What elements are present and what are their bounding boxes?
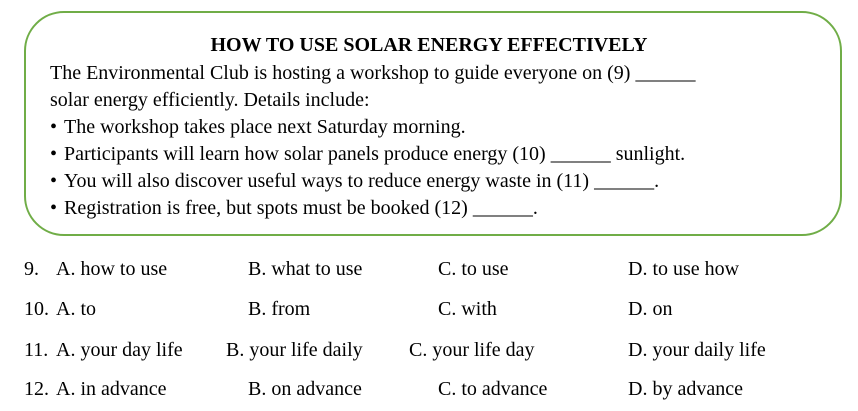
option-d[interactable]: D. by advance — [628, 378, 743, 400]
option-d[interactable]: D. to use how — [628, 258, 740, 280]
bullet-text: Registration is free, but spots must be booked (12) ______. — [64, 197, 538, 219]
question-number: 9. — [24, 258, 39, 280]
notice-bullet-item — [50, 169, 659, 193]
bullet-marker: • — [50, 197, 58, 219]
question-number: 11. — [24, 339, 49, 361]
notice-intro-line-1: The Environmental Club is hosting a workshop to guide everyone on (9) ______ — [50, 62, 696, 84]
option-c[interactable]: C. with — [438, 298, 497, 320]
option-b[interactable]: B. your life daily — [226, 339, 363, 361]
bullet-marker: • — [50, 143, 58, 165]
notice-bullet-item — [50, 142, 685, 166]
bullet-text: The workshop takes place next Saturday morning. — [64, 116, 466, 138]
option-b[interactable]: B. on advance — [248, 378, 362, 400]
notice-intro-line-2: solar energy efficiently. Details include: — [50, 89, 370, 111]
option-b[interactable]: B. what to use — [248, 258, 363, 280]
option-a[interactable]: A. your day life — [56, 339, 183, 361]
question-number: 10. — [24, 298, 49, 320]
notice-bullet-item — [50, 115, 466, 139]
notice-bullet-item — [50, 196, 538, 220]
option-d[interactable]: D. your daily life — [628, 339, 766, 361]
option-a[interactable]: A. in advance — [56, 378, 167, 400]
bullet-marker: • — [50, 116, 58, 138]
bullet-text: Participants will learn how solar panels produce energy (10) ______ sunlight. — [64, 143, 686, 165]
option-b[interactable]: B. from — [248, 298, 311, 320]
notice-title: HOW TO USE SOLAR ENERGY EFFECTIVELY — [210, 34, 648, 56]
option-c[interactable]: C. to advance — [438, 378, 548, 400]
option-c[interactable]: C. to use — [438, 258, 509, 280]
question-number: 12. — [24, 378, 49, 400]
bullet-marker: • — [50, 170, 58, 192]
option-a[interactable]: A. to — [56, 298, 96, 320]
bullet-text: You will also discover useful ways to reduce energy waste in (11) ______. — [64, 170, 660, 192]
option-a[interactable]: A. how to use — [56, 258, 168, 280]
option-d[interactable]: D. on — [628, 298, 673, 320]
option-c[interactable]: C. your life day — [409, 339, 535, 361]
